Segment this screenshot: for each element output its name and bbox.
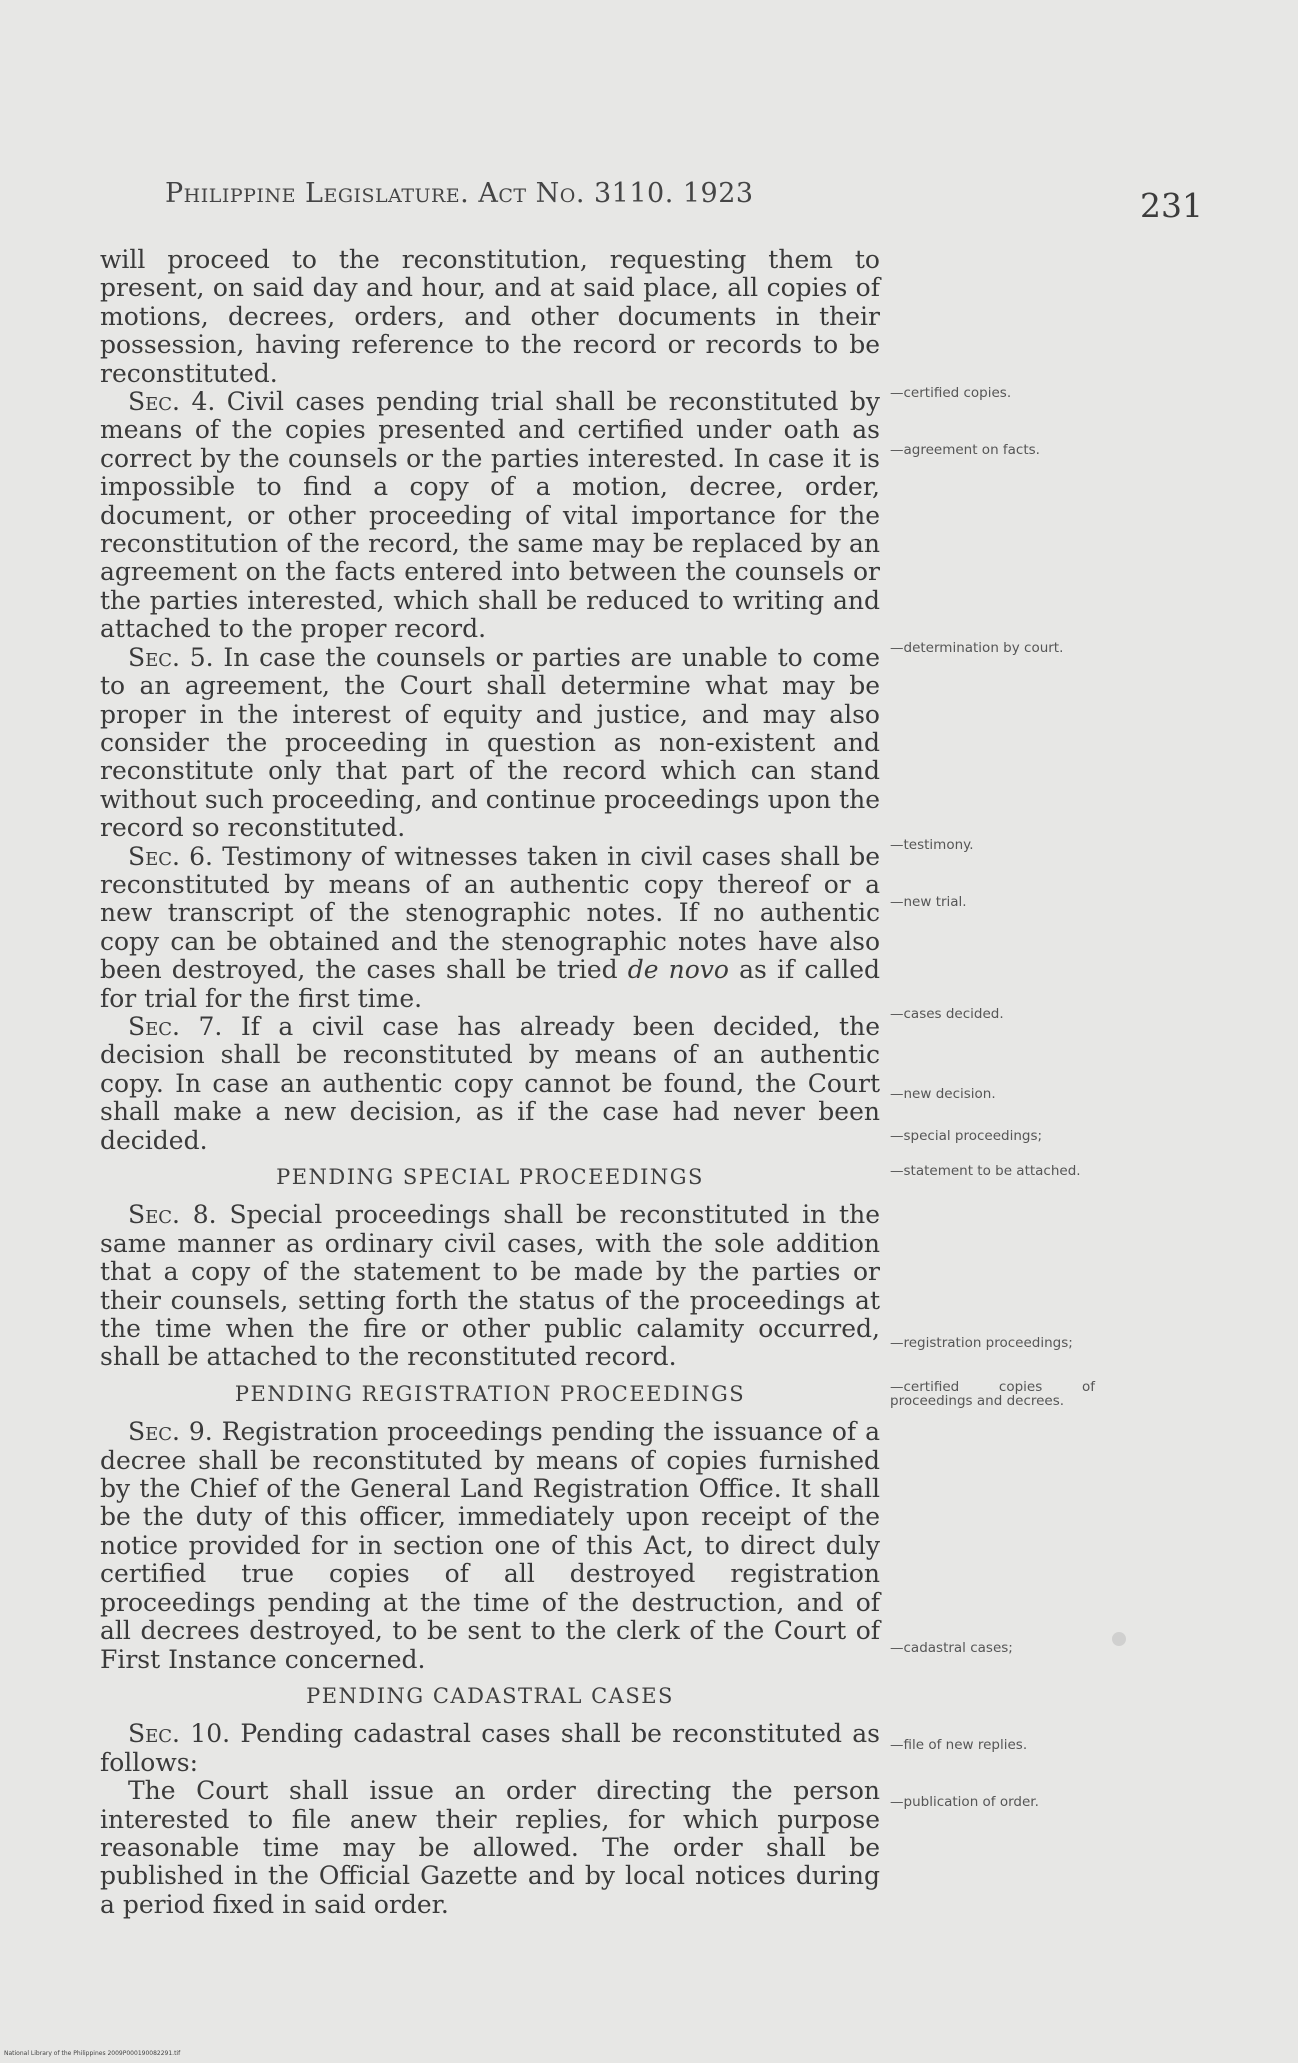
section-6 xyxy=(100,843,880,1013)
margin-note-certified-copies-decrees: —certified copies of proceedings and decrees. xyxy=(890,1379,1095,1409)
page-number: 231 xyxy=(1140,186,1203,225)
section-4-label: Sec. 4. xyxy=(128,387,216,417)
margin-note-cadastral-cases: —cadastral cases; xyxy=(890,1640,1013,1656)
section-9-label: Sec. 9. xyxy=(128,1417,213,1447)
body-text xyxy=(100,246,880,1919)
margin-note-special-proceedings: —special proceedings; xyxy=(890,1128,1043,1144)
section-5-label: Sec. 5. xyxy=(128,642,214,672)
section-6-label: Sec. 6. xyxy=(128,841,214,871)
paragraph-intro: will proceed to the reconstitution, requesting them to present, on said day and hour, and at said place, all copies of motions, decrees, orders, and other documents in their possession, having reference to the record or records to be reconstituted. xyxy=(100,245,880,388)
section-6-text-b: as if called for trial for the first time. xyxy=(100,955,881,1013)
section-8-text: Special proceedings shall be reconstituted in the same manner as ordinary civil cases, with the sole addition that a copy of the statement to be made by the parties or their counsels, setting forth the status of the proceedings at the time when the fire or other public calamity occurred, shall be attached to the reconstituted record. xyxy=(100,1200,880,1372)
scan-source-tag: National Library of the Philippines 2009P000190082291.tif xyxy=(4,2050,181,2057)
section-10-text: Pending cadastral cases shall be reconstituted as follows: xyxy=(100,1719,880,1777)
section-6-text-a: Testimony of witnesses taken in civil cases shall be reconstituted by means of an authentic copy thereof or a new transcript of the stenographic notes. If no authentic copy can be obtained and the stenographic notes have also been destroyed, the cases shall be tried xyxy=(100,841,880,985)
section-9-text: Registration proceedings pending the issuance of a decree shall be reconstituted by means of copies furnished by the Chief of the General Land Registration Office. It shall be the duty of this officer, immediately upon receipt of the notice provided for in section one of this Act, to direct duly certified true copies of all destroyed registration proceedings pending at the time of the destruction, and of all decrees destroyed, to be sent to the clerk of the Court of First Instance concerned. xyxy=(100,1417,880,1674)
margin-note-new-decision: —new decision. xyxy=(890,1086,996,1102)
margin-note-determination-by-court: —determination by court. xyxy=(890,640,1064,656)
margin-note-agreement-on-facts: —agreement on facts. xyxy=(890,442,1040,458)
section-7-text: If a civil case has already been decided, the decision shall be reconstituted by means of an authentic copy. In case an authentic copy cannot be found, the Court shall make a new decision, as if the case had never been decided. xyxy=(100,1011,880,1155)
section-6-italic: de novo xyxy=(627,955,729,985)
section-7 xyxy=(100,1013,880,1155)
heading-registration-proceedings: PENDING REGISTRATION PROCEEDINGS xyxy=(234,1381,746,1406)
section-5-text: In case the counsels or parties are unable to come to an agreement, the Court shall determine what may be proper in the interest of equity and justice, and may also consider the proceeding in question as non-existent and reconstitute only that part of the record which can stand without such proceeding, and continue proceedings upon the record so reconstituted. xyxy=(100,642,881,843)
section-7-label: Sec. 7. xyxy=(128,1011,223,1041)
section-8 xyxy=(100,1201,880,1371)
margin-note-statement-attached: —statement to be attached. xyxy=(890,1163,1081,1179)
margin-note-cases-decided: —cases decided. xyxy=(890,1006,1004,1022)
margin-note-certified-copies: —certified copies. xyxy=(890,385,1012,401)
section-10 xyxy=(100,1720,880,1777)
section-10-label: Sec. 10. xyxy=(128,1719,231,1749)
scan-smudge xyxy=(1112,1632,1126,1646)
section-4-text: Civil cases pending trial shall be reconstituted by means of the copies presented and certified under oath as correct by the counsels or the parties interested. In case it is impossible to find a copy of a motion, decree, order, document, or other proceeding of vital importance for the reconstitution of the record, the same may be replaced by an agreement on the facts entered into between the counsels or the parties interested, which shall be reduced to writing and attached to the proper record. xyxy=(100,387,880,644)
heading-cadastral-cases: PENDING CADASTRAL CASES xyxy=(306,1683,674,1708)
margin-note-publication-of-order: —publication of order. xyxy=(890,1794,1039,1810)
margin-note-registration-proceedings: —registration proceedings; xyxy=(890,1335,1073,1351)
margin-note-file-new-replies: —file of new replies. xyxy=(890,1737,1028,1753)
margin-note-testimony: —testimony. xyxy=(890,837,974,853)
section-5 xyxy=(100,644,880,843)
section-8-label: Sec. 8. xyxy=(128,1200,217,1230)
section-4 xyxy=(100,388,880,644)
paragraph-final: The Court shall issue an order directing the person interested to file anew their replies, for which purpose reasonable time may be allowed. The order shall be published in the Official Gazette and by local notices during a period fixed in said order. xyxy=(100,1776,880,1919)
section-9 xyxy=(100,1418,880,1674)
heading-special-proceedings: PENDING SPECIAL PROCEEDINGS xyxy=(276,1165,704,1189)
margin-note-new-trial: —new trial. xyxy=(890,894,967,910)
running-head: Philippine Legislature. Act No. 3110. 1923 xyxy=(165,178,754,209)
